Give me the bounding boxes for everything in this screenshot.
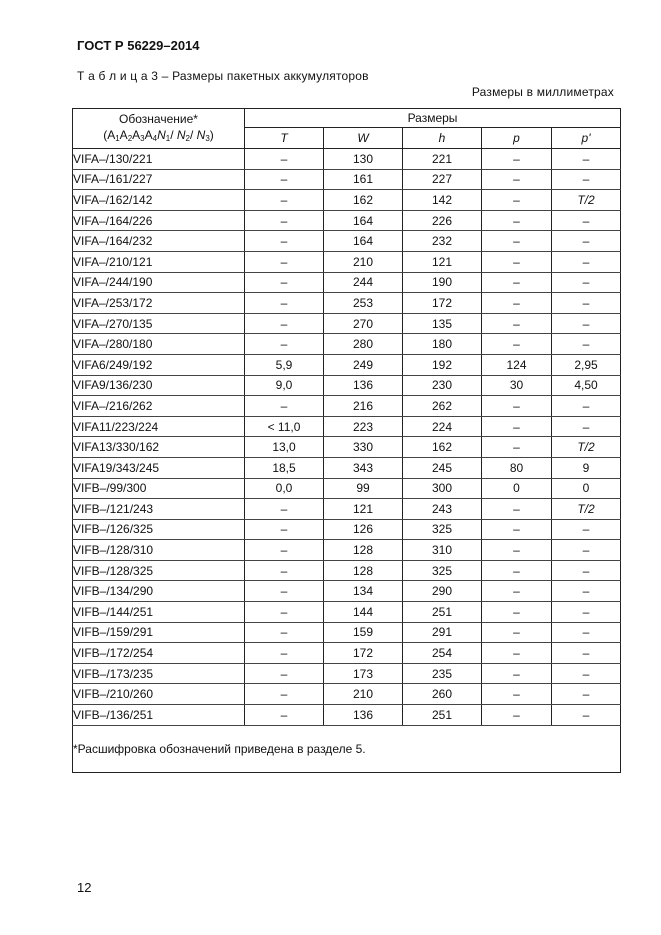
cell-T: – xyxy=(245,622,324,643)
table-row xyxy=(73,457,621,478)
cell-designation: VIFA19/343/245 xyxy=(73,457,245,478)
cell-p2: – xyxy=(552,581,621,602)
cell-designation: VIFB–/172/254 xyxy=(73,643,245,664)
cell-p: – xyxy=(482,684,552,705)
cell-p2: – xyxy=(552,251,621,272)
table-body xyxy=(73,149,621,726)
cell-T: – xyxy=(245,705,324,726)
cell-p2: 0 xyxy=(552,478,621,499)
cell-p: – xyxy=(482,251,552,272)
column-header-p-prime: p' xyxy=(552,128,621,149)
designation-header xyxy=(73,109,245,149)
designation-formula: ($A_1A_2A_3A_4N_1/$ $N_2/$ $N_3$) xyxy=(103,127,214,143)
cell-T: – xyxy=(245,272,324,293)
cell-h: 325 xyxy=(403,560,482,581)
cell-p2: – xyxy=(552,313,621,334)
cell-W: 161 xyxy=(324,169,403,190)
cell-h: 190 xyxy=(403,272,482,293)
cell-T: 13,0 xyxy=(245,437,324,458)
table-row xyxy=(73,478,621,499)
cell-designation: VIFB–/99/300 xyxy=(73,478,245,499)
cell-designation: VIFA–/253/172 xyxy=(73,293,245,314)
cell-p2: 9 xyxy=(552,457,621,478)
cell-p: – xyxy=(482,149,552,170)
cell-T: – xyxy=(245,560,324,581)
cell-p2: – xyxy=(552,272,621,293)
cell-T: – xyxy=(245,396,324,417)
cell-T: – xyxy=(245,334,324,355)
cell-T: – xyxy=(245,643,324,664)
cell-h: 192 xyxy=(403,354,482,375)
cell-p: 0 xyxy=(482,478,552,499)
cell-designation: VIFB–/128/325 xyxy=(73,560,245,581)
cell-designation: VIFA–/280/180 xyxy=(73,334,245,355)
cell-designation: VIFA–/164/226 xyxy=(73,210,245,231)
cell-designation: VIFA–/270/135 xyxy=(73,313,245,334)
cell-T: – xyxy=(245,293,324,314)
cell-W: 223 xyxy=(324,416,403,437)
cell-T: – xyxy=(245,231,324,252)
cell-p2: – xyxy=(552,210,621,231)
cell-W: 210 xyxy=(324,251,403,272)
cell-h: 162 xyxy=(403,437,482,458)
cell-p2: – xyxy=(552,602,621,623)
cell-designation: VIFA–/162/142 xyxy=(73,190,245,211)
cell-T: – xyxy=(245,602,324,623)
cell-T: – xyxy=(245,169,324,190)
cell-h: 325 xyxy=(403,519,482,540)
cell-h: 232 xyxy=(403,231,482,252)
cell-T: – xyxy=(245,313,324,334)
cell-W: 136 xyxy=(324,375,403,396)
cell-p2: – xyxy=(552,684,621,705)
column-header-W: W xyxy=(324,128,403,149)
cell-W: 162 xyxy=(324,190,403,211)
cell-p: – xyxy=(482,272,552,293)
cell-p: 30 xyxy=(482,375,552,396)
cell-p: – xyxy=(482,581,552,602)
cell-designation: VIFA–/244/190 xyxy=(73,272,245,293)
cell-p: – xyxy=(482,396,552,417)
document-standard-title: ГОСТ Р 56229–2014 xyxy=(77,38,200,53)
column-header-h: h xyxy=(403,128,482,149)
cell-h: 245 xyxy=(403,457,482,478)
cell-h: 180 xyxy=(403,334,482,355)
dimensions-group-header: Размеры xyxy=(245,109,621,128)
cell-designation: VIFB–/144/251 xyxy=(73,602,245,623)
table-row xyxy=(73,663,621,684)
cell-T: – xyxy=(245,210,324,231)
cell-W: 270 xyxy=(324,313,403,334)
cell-designation: VIFB–/159/291 xyxy=(73,622,245,643)
cell-designation: VIFA–/130/221 xyxy=(73,149,245,170)
cell-p2: – xyxy=(552,334,621,355)
cell-p: – xyxy=(482,705,552,726)
cell-h: 262 xyxy=(403,396,482,417)
table-row xyxy=(73,272,621,293)
table-row xyxy=(73,251,621,272)
cell-p2: T/2 xyxy=(552,190,621,211)
cell-p: – xyxy=(482,210,552,231)
cell-W: 121 xyxy=(324,499,403,520)
cell-h: 121 xyxy=(403,251,482,272)
cell-p: – xyxy=(482,293,552,314)
cell-designation: VIFA–/161/227 xyxy=(73,169,245,190)
cell-h: 221 xyxy=(403,149,482,170)
table-row xyxy=(73,149,621,170)
cell-W: 173 xyxy=(324,663,403,684)
cell-designation: VIFB–/173/235 xyxy=(73,663,245,684)
cell-T: – xyxy=(245,190,324,211)
table-row xyxy=(73,210,621,231)
cell-T: 5,9 xyxy=(245,354,324,375)
page-number: 12 xyxy=(77,880,92,895)
cell-p: – xyxy=(482,560,552,581)
cell-p2: T/2 xyxy=(552,499,621,520)
cell-W: 128 xyxy=(324,560,403,581)
cell-T: – xyxy=(245,499,324,520)
table-row xyxy=(73,293,621,314)
cell-W: 216 xyxy=(324,396,403,417)
cell-p2: – xyxy=(552,293,621,314)
cell-p: – xyxy=(482,540,552,561)
table-caption: Т а б л и ц а 3 – Размеры пакетных аккумуляторов xyxy=(77,69,369,83)
table-footnote: *Расшифровка обозначений приведена в разделе 5. xyxy=(73,725,621,772)
cell-p: – xyxy=(482,519,552,540)
cell-p: – xyxy=(482,169,552,190)
cell-h: 142 xyxy=(403,190,482,211)
table-row xyxy=(73,499,621,520)
cell-p: – xyxy=(482,313,552,334)
cell-h: 224 xyxy=(403,416,482,437)
cell-W: 343 xyxy=(324,457,403,478)
cell-T: 0,0 xyxy=(245,478,324,499)
cell-W: 164 xyxy=(324,210,403,231)
cell-designation: VIFA9/136/230 xyxy=(73,375,245,396)
cell-W: 126 xyxy=(324,519,403,540)
cell-p: – xyxy=(482,231,552,252)
cell-T: 18,5 xyxy=(245,457,324,478)
cell-designation: VIFA–/164/232 xyxy=(73,231,245,252)
cell-h: 251 xyxy=(403,705,482,726)
cell-p2: – xyxy=(552,705,621,726)
cell-p2: – xyxy=(552,560,621,581)
cell-designation: VIFB–/210/260 xyxy=(73,684,245,705)
cell-p: – xyxy=(482,334,552,355)
cell-designation: VIFA6/249/192 xyxy=(73,354,245,375)
cell-p2: – xyxy=(552,540,621,561)
table-row xyxy=(73,622,621,643)
cell-T: – xyxy=(245,540,324,561)
cell-p2: – xyxy=(552,396,621,417)
table-row xyxy=(73,684,621,705)
table-row xyxy=(73,602,621,623)
table-row xyxy=(73,334,621,355)
table-row xyxy=(73,169,621,190)
cell-W: 144 xyxy=(324,602,403,623)
cell-p: – xyxy=(482,190,552,211)
cell-p2: – xyxy=(552,149,621,170)
battery-dimensions-table xyxy=(72,108,621,773)
cell-p2: – xyxy=(552,663,621,684)
cell-W: 172 xyxy=(324,643,403,664)
cell-T: < 11,0 xyxy=(245,416,324,437)
cell-W: 99 xyxy=(324,478,403,499)
table-row xyxy=(73,643,621,664)
cell-p2: – xyxy=(552,231,621,252)
cell-T: – xyxy=(245,149,324,170)
table-row xyxy=(73,416,621,437)
cell-h: 172 xyxy=(403,293,482,314)
cell-h: 291 xyxy=(403,622,482,643)
cell-designation: VIFA–/210/121 xyxy=(73,251,245,272)
cell-designation: VIFA11/223/224 xyxy=(73,416,245,437)
cell-p2: 2,95 xyxy=(552,354,621,375)
table-row xyxy=(73,519,621,540)
cell-p2: – xyxy=(552,622,621,643)
table-row xyxy=(73,540,621,561)
cell-p2: – xyxy=(552,643,621,664)
cell-W: 136 xyxy=(324,705,403,726)
cell-h: 243 xyxy=(403,499,482,520)
cell-h: 251 xyxy=(403,602,482,623)
table-row xyxy=(73,705,621,726)
column-header-T: T xyxy=(245,128,324,149)
cell-W: 210 xyxy=(324,684,403,705)
cell-p: – xyxy=(482,663,552,684)
cell-h: 227 xyxy=(403,169,482,190)
units-note: Размеры в миллиметрах xyxy=(471,85,614,99)
cell-p2: T/2 xyxy=(552,437,621,458)
table-row xyxy=(73,313,621,334)
cell-T: – xyxy=(245,519,324,540)
cell-h: 135 xyxy=(403,313,482,334)
cell-h: 310 xyxy=(403,540,482,561)
cell-W: 130 xyxy=(324,149,403,170)
cell-h: 300 xyxy=(403,478,482,499)
cell-W: 330 xyxy=(324,437,403,458)
cell-p: 80 xyxy=(482,457,552,478)
cell-W: 244 xyxy=(324,272,403,293)
cell-h: 290 xyxy=(403,581,482,602)
table-row xyxy=(73,560,621,581)
cell-p2: – xyxy=(552,169,621,190)
cell-W: 253 xyxy=(324,293,403,314)
cell-p: – xyxy=(482,643,552,664)
cell-designation: VIFB–/128/310 xyxy=(73,540,245,561)
cell-p: – xyxy=(482,622,552,643)
designation-label: Обозначение* xyxy=(119,111,198,126)
table-row xyxy=(73,396,621,417)
cell-p: – xyxy=(482,499,552,520)
cell-p: – xyxy=(482,437,552,458)
cell-W: 164 xyxy=(324,231,403,252)
cell-p2: – xyxy=(552,416,621,437)
cell-T: – xyxy=(245,663,324,684)
cell-designation: VIFA13/330/162 xyxy=(73,437,245,458)
table-row xyxy=(73,190,621,211)
cell-T: 9,0 xyxy=(245,375,324,396)
cell-designation: VIFB–/126/325 xyxy=(73,519,245,540)
table-row xyxy=(73,354,621,375)
cell-h: 230 xyxy=(403,375,482,396)
table-row xyxy=(73,581,621,602)
cell-W: 280 xyxy=(324,334,403,355)
cell-p2: 4,50 xyxy=(552,375,621,396)
cell-W: 249 xyxy=(324,354,403,375)
cell-p: – xyxy=(482,416,552,437)
cell-h: 260 xyxy=(403,684,482,705)
table-row xyxy=(73,437,621,458)
cell-designation: VIFA–/216/262 xyxy=(73,396,245,417)
cell-T: – xyxy=(245,251,324,272)
cell-T: – xyxy=(245,581,324,602)
table-row xyxy=(73,375,621,396)
cell-designation: VIFB–/121/243 xyxy=(73,499,245,520)
cell-designation: VIFB–/136/251 xyxy=(73,705,245,726)
cell-W: 159 xyxy=(324,622,403,643)
cell-p: 124 xyxy=(482,354,552,375)
table-row xyxy=(73,231,621,252)
cell-T: – xyxy=(245,684,324,705)
column-header-p: p xyxy=(482,128,552,149)
cell-W: 134 xyxy=(324,581,403,602)
cell-h: 235 xyxy=(403,663,482,684)
cell-W: 128 xyxy=(324,540,403,561)
cell-designation: VIFB–/134/290 xyxy=(73,581,245,602)
cell-h: 226 xyxy=(403,210,482,231)
cell-h: 254 xyxy=(403,643,482,664)
cell-p: – xyxy=(482,602,552,623)
cell-p2: – xyxy=(552,519,621,540)
